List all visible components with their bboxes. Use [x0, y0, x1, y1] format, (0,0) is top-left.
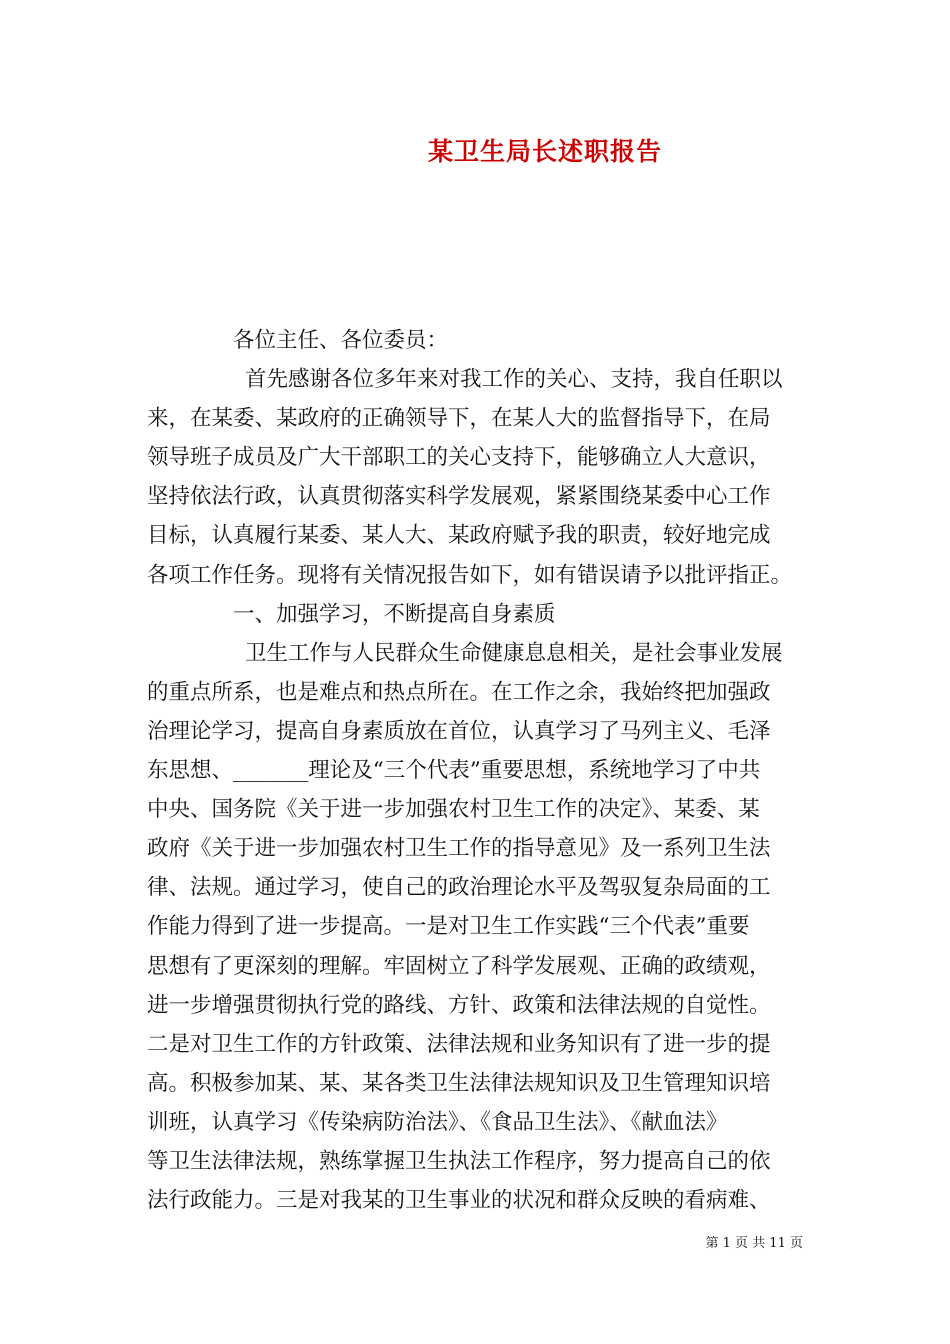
footer-suffix: 页	[789, 1236, 803, 1251]
body-line: 领导班子成员及广大干部职工的关心支持下，能够确立人大意识，	[147, 445, 771, 471]
body-line: 思想有了更深刻的理解。牢固树立了科学发展观、正确的政绩观，	[147, 953, 771, 979]
body-line: 高。积极参加某、某、某各类卫生法律法规知识及卫生管理知识培	[147, 1070, 771, 1096]
footer-current-page: 1	[722, 1236, 731, 1251]
body-line: 东思想、_______理论及“三个代表”重要思想，系统地学习了中共	[147, 758, 761, 784]
body-line: 治理论学习，提高自身素质放在首位，认真学习了马列主义、毛泽	[147, 718, 771, 744]
body-line: 来，在某委、某政府的正确领导下，在某人大的监督指导下，在局	[147, 406, 771, 432]
page-footer	[705, 1235, 803, 1253]
body-line: 法行政能力。三是对我某的卫生事业的状况和群众反映的看病难、	[147, 1188, 771, 1214]
body-line: 首先感谢各位多年来对我工作的关心、支持，我自任职以	[245, 367, 783, 393]
document-title: 某卫生局长述职报告	[427, 137, 662, 166]
footer-total-pages: 11	[769, 1236, 786, 1251]
footer-middle: 页 共	[735, 1236, 766, 1251]
body-line: 政府《关于进一步加强农村卫生工作的指导意见》及一系列卫生法	[147, 836, 771, 862]
body-line: 等卫生法律法规，熟练掌握卫生执法工作程序，努力提高自己的依	[147, 1148, 771, 1174]
body-line: 进一步增强贯彻执行党的路线、方针、政策和法律法规的自觉性。	[147, 992, 771, 1018]
body-line: 坚持依法行政，认真贯彻落实科学发展观，紧紧围绕某委中心工作	[147, 484, 771, 510]
body-line: 的重点所系，也是难点和热点所在。在工作之余，我始终把加强政	[147, 679, 771, 705]
body-line: 一、加强学习，不断提高自身素质	[233, 601, 556, 627]
body-line: 律、法规。通过学习，使自己的政治理论水平及驾驭复杂局面的工	[147, 875, 771, 901]
footer-prefix: 第	[705, 1236, 719, 1251]
body-line: 卫生工作与人民群众生命健康息息相关，是社会事业发展	[245, 640, 783, 666]
body-line: 训班，认真学习《传染病防治法》、《食品卫生法》、《献血法》	[147, 1109, 728, 1135]
body-line: 二是对卫生工作的方针政策、法律法规和业务知识有了进一步的提	[147, 1031, 771, 1057]
body-line: 目标，认真履行某委、某人大、某政府赋予我的职责，较好地完成	[147, 523, 771, 549]
document-body	[147, 321, 803, 1220]
body-line: 中央、国务院《关于进一步加强农村卫生工作的决定》、某委、某	[147, 797, 760, 823]
body-line: 各位主任、各位委员：	[233, 328, 449, 353]
body-line: 各项工作任务。现将有关情况报告如下，如有错误请予以批评指正。	[147, 562, 793, 588]
body-line: 作能力得到了进一步提高。一是对卫生工作实践“三个代表”重要	[147, 914, 750, 940]
